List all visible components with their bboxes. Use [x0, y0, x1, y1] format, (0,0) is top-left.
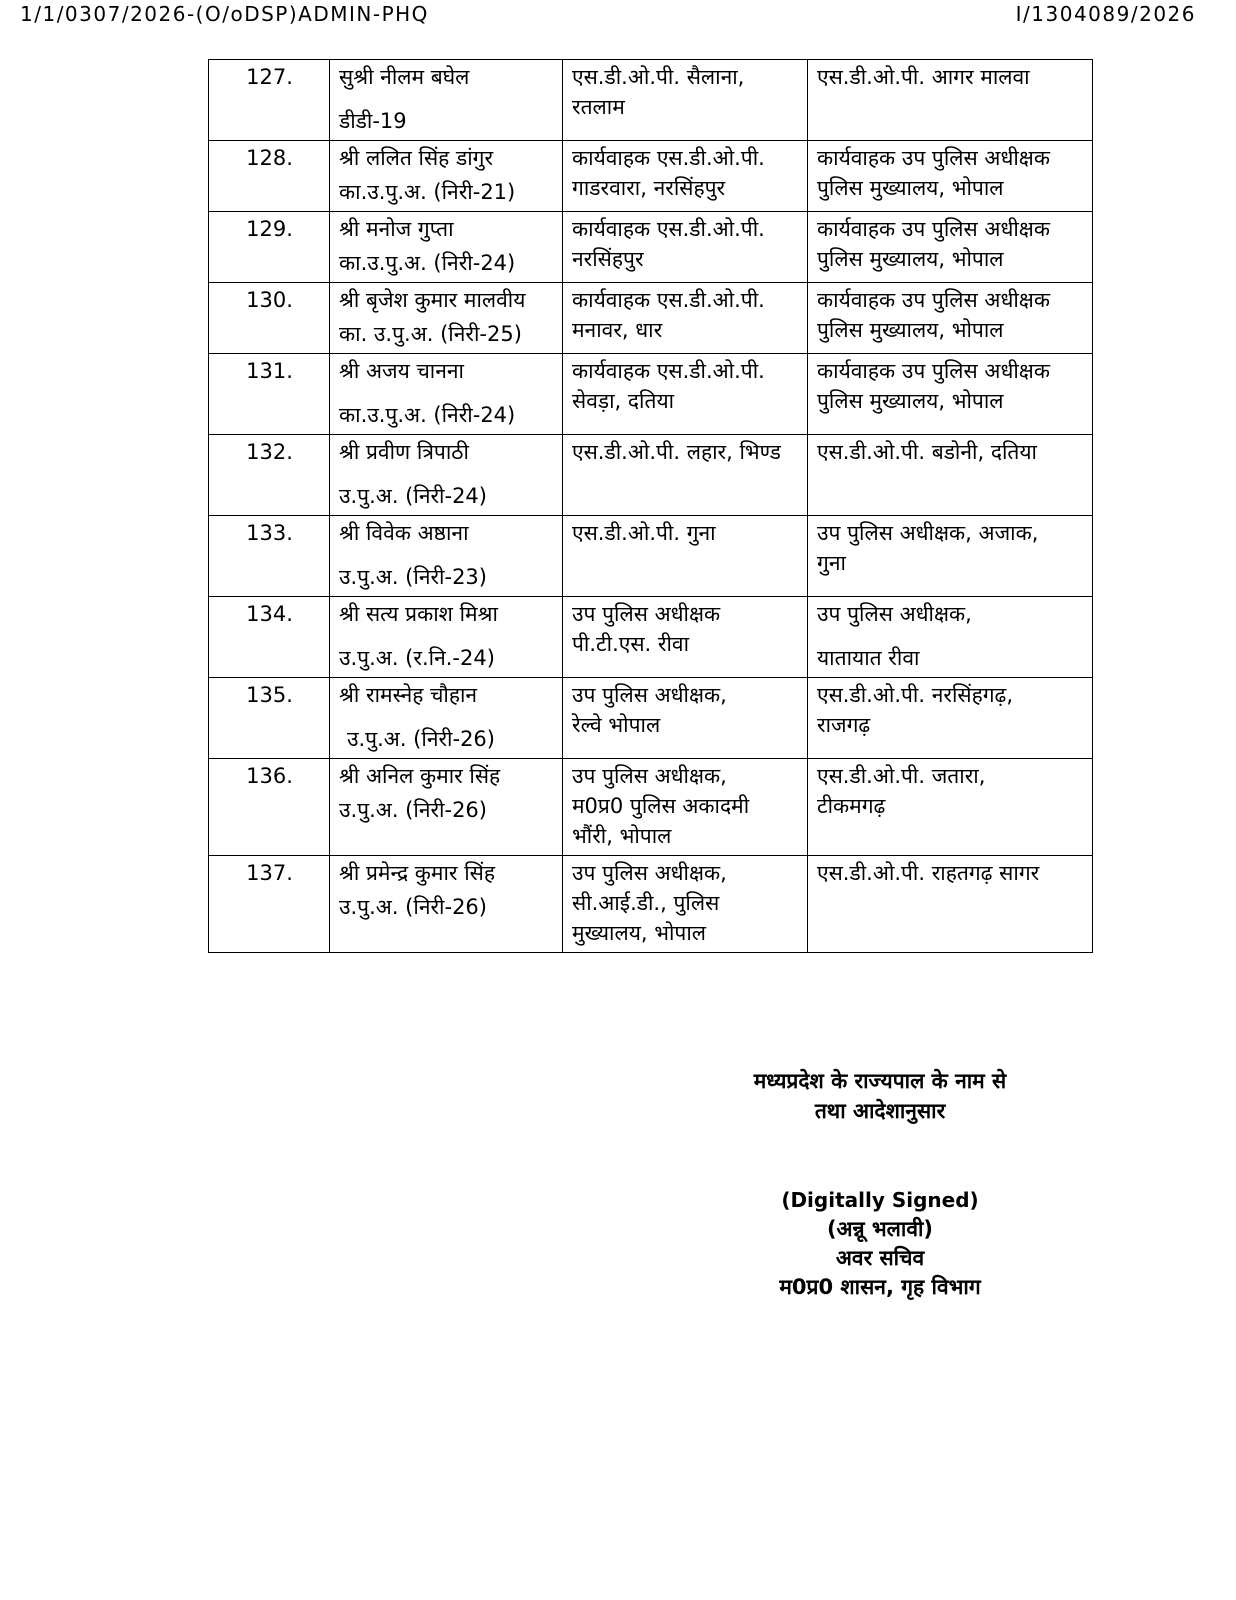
officer-name-line: डीडी-19 [339, 109, 407, 133]
officer-name-line: उ.पु.अ. (निरी-23) [339, 565, 487, 589]
current-posting-cell [563, 212, 808, 283]
officer-name-line: का. उ.पु.अ. (निरी-25) [339, 322, 522, 346]
current-posting-line: कार्यवाहक एस.डी.ओ.पी. [572, 288, 765, 312]
current-posting-line: कार्यवाहक एस.डी.ओ.पी. [572, 146, 765, 170]
current-posting-line: कार्यवाहक एस.डी.ओ.पी. [572, 217, 765, 241]
officer-name-line: उ.पु.अ. (निरी-26) [339, 895, 487, 919]
officer-name-cell [330, 856, 563, 953]
table-row [209, 678, 1093, 759]
serial-number: 128. [209, 141, 330, 212]
new-posting-line: गुना [817, 551, 846, 575]
signature-block [700, 1186, 1060, 1302]
signatory-department: म0प्र0 शासन, गृह विभाग [779, 1275, 981, 1299]
new-posting-line: राजगढ़ [817, 713, 871, 737]
table-row [209, 856, 1093, 953]
new-posting-line: कार्यवाहक उप पुलिस अधीक्षक [817, 146, 1050, 170]
officer-name-line: श्री सत्य प्रकाश मिश्रा [339, 602, 498, 626]
officer-name-cell [330, 597, 563, 678]
serial-number: 130. [209, 283, 330, 354]
officer-name-line: श्री बृजेश कुमार मालवीय [339, 288, 526, 312]
table-row [209, 435, 1093, 516]
officer-name-line: उ.पु.अ. (र.नि.-24) [339, 646, 495, 670]
signatory-name: (अन्नू भलावी) [826, 1217, 934, 1241]
officer-name-line: श्री अजय चानना [339, 359, 464, 383]
table-row [209, 141, 1093, 212]
document-reference-number: 1/1/0307/2026-(O/oDSP)ADMIN-PHQ [20, 2, 429, 26]
current-posting-line: मनावर, धार [572, 318, 663, 342]
new-posting-line: कार्यवाहक उप पुलिस अधीक्षक [817, 217, 1050, 241]
serial-number: 134. [209, 597, 330, 678]
officer-name-cell [330, 60, 563, 141]
officer-name-cell [330, 759, 563, 856]
serial-number: 132. [209, 435, 330, 516]
new-posting-cell [808, 354, 1093, 435]
current-posting-line: उप पुलिस अधीक्षक, [572, 764, 727, 788]
officer-name-line: श्री मनोज गुप्ता [339, 217, 454, 241]
officer-name-cell [330, 283, 563, 354]
serial-number: 131. [209, 354, 330, 435]
serial-number: 137. [209, 856, 330, 953]
serial-number: 133. [209, 516, 330, 597]
new-posting-line: उप पुलिस अधीक्षक, अजाक, [817, 521, 1039, 545]
current-posting-line: उप पुलिस अधीक्षक [572, 602, 721, 626]
order-authority-line-2: तथा आदेशानुसार [814, 1099, 946, 1123]
signatory-designation: अवर सचिव [835, 1246, 925, 1270]
new-posting-cell [808, 283, 1093, 354]
new-posting-line: एस.डी.ओ.पी. नरसिंहगढ़, [817, 683, 1014, 707]
new-posting-line: पुलिस मुख्यालय, भोपाल [817, 389, 1004, 413]
officer-name-line: सुश्री नीलम बघेल [339, 65, 470, 89]
table-row [209, 354, 1093, 435]
current-posting-line: रेल्वे भोपाल [572, 713, 661, 737]
table-row [209, 516, 1093, 597]
new-posting-line: एस.डी.ओ.पी. बडोनी, दतिया [817, 440, 1037, 464]
new-posting-cell [808, 597, 1093, 678]
current-posting-cell [563, 759, 808, 856]
current-posting-line: कार्यवाहक एस.डी.ओ.पी. [572, 359, 765, 383]
order-authority [700, 1066, 1060, 1126]
serial-number: 135. [209, 678, 330, 759]
current-posting-cell [563, 856, 808, 953]
current-posting-line: नरसिंहपुर [572, 247, 644, 271]
current-posting-line: मुख्यालय, भोपाल [572, 921, 707, 945]
current-posting-line: एस.डी.ओ.पी. लहार, भिण्ड [572, 440, 781, 464]
new-posting-cell [808, 856, 1093, 953]
table-row [209, 759, 1093, 856]
transfer-table [208, 59, 1093, 953]
new-posting-line: कार्यवाहक उप पुलिस अधीक्षक [817, 359, 1050, 383]
serial-number: 127. [209, 60, 330, 141]
current-posting-cell [563, 283, 808, 354]
officer-name-line: उ.पु.अ. (निरी-26) [339, 798, 487, 822]
new-posting-cell [808, 516, 1093, 597]
current-posting-cell [563, 354, 808, 435]
new-posting-cell [808, 60, 1093, 141]
officer-name-line: का.उ.पु.अ. (निरी-21) [339, 180, 516, 204]
table-row [209, 283, 1093, 354]
current-posting-cell [563, 141, 808, 212]
officer-name-cell [330, 354, 563, 435]
officer-name-line: उ.पु.अ. (निरी-24) [339, 484, 487, 508]
table-row [209, 212, 1093, 283]
transfer-table-body [209, 60, 1093, 953]
new-posting-line: पुलिस मुख्यालय, भोपाल [817, 318, 1004, 342]
new-posting-line: कार्यवाहक उप पुलिस अधीक्षक [817, 288, 1050, 312]
new-posting-line: एस.डी.ओ.पी. आगर मालवा [817, 65, 1030, 89]
new-posting-line: पुलिस मुख्यालय, भोपाल [817, 247, 1004, 271]
current-posting-line: एस.डी.ओ.पी. गुना [572, 521, 716, 545]
officer-name-line: श्री अनिल कुमार सिंह [339, 764, 501, 788]
officer-name-cell [330, 141, 563, 212]
officer-name-line: उ.पु.अ. (निरी-26) [347, 727, 495, 751]
current-posting-line: एस.डी.ओ.पी. सैलाना, [572, 65, 745, 89]
current-posting-cell [563, 516, 808, 597]
order-authority-line-1: मध्यप्रदेश के राज्यपाल के नाम से [753, 1069, 1007, 1093]
new-posting-cell [808, 759, 1093, 856]
new-posting-cell [808, 435, 1093, 516]
current-posting-line: सेवड़ा, दतिया [572, 389, 675, 413]
officer-name-line: श्री प्रवीण त्रिपाठी [339, 440, 469, 464]
officer-name-cell [330, 435, 563, 516]
current-posting-cell [563, 435, 808, 516]
current-posting-cell [563, 597, 808, 678]
officer-name-line: श्री ललित सिंह डांगुर [339, 146, 494, 170]
new-posting-cell [808, 141, 1093, 212]
table-row [209, 597, 1093, 678]
new-posting-cell [808, 212, 1093, 283]
current-posting-line: म0प्र0 पुलिस अकादमी [572, 794, 750, 818]
new-posting-line: टीकमगढ़ [817, 794, 886, 818]
current-posting-line: सी.आई.डी., पुलिस [572, 891, 720, 915]
current-posting-line: उप पुलिस अधीक्षक, [572, 683, 727, 707]
officer-name-line: का.उ.पु.अ. (निरी-24) [339, 251, 516, 275]
officer-name-cell [330, 678, 563, 759]
new-posting-line: पुलिस मुख्यालय, भोपाल [817, 176, 1004, 200]
current-posting-line: रतलाम [572, 95, 625, 119]
new-posting-line: यातायात रीवा [817, 646, 920, 670]
new-posting-line: उप पुलिस अधीक्षक, [817, 602, 972, 626]
officer-name-line: श्री प्रमेन्द्र कुमार सिंह [339, 861, 495, 885]
officer-name-cell [330, 212, 563, 283]
officer-name-line: श्री विवेक अष्ठाना [339, 521, 469, 545]
current-posting-line: भौंरी, भोपाल [572, 824, 672, 848]
current-posting-cell [563, 60, 808, 141]
current-posting-line: गाडरवारा, नरसिंहपुर [572, 176, 726, 200]
serial-number: 129. [209, 212, 330, 283]
current-posting-cell [563, 678, 808, 759]
new-posting-cell [808, 678, 1093, 759]
officer-name-cell [330, 516, 563, 597]
current-posting-line: उप पुलिस अधीक्षक, [572, 861, 727, 885]
serial-number: 136. [209, 759, 330, 856]
officer-name-line: श्री रामस्नेह चौहान [339, 683, 478, 707]
current-posting-line: पी.टी.एस. रीवा [572, 632, 690, 656]
officer-name-line: का.उ.पु.अ. (निरी-24) [339, 403, 516, 427]
new-posting-line: एस.डी.ओ.पी. जतारा, [817, 764, 986, 788]
new-posting-line: एस.डी.ओ.पी. राहतगढ़ सागर [817, 861, 1040, 885]
document-receipt-number: I/1304089/2026 [1015, 2, 1196, 26]
table-row [209, 60, 1093, 141]
signature-status: (Digitally Signed) [781, 1188, 979, 1212]
